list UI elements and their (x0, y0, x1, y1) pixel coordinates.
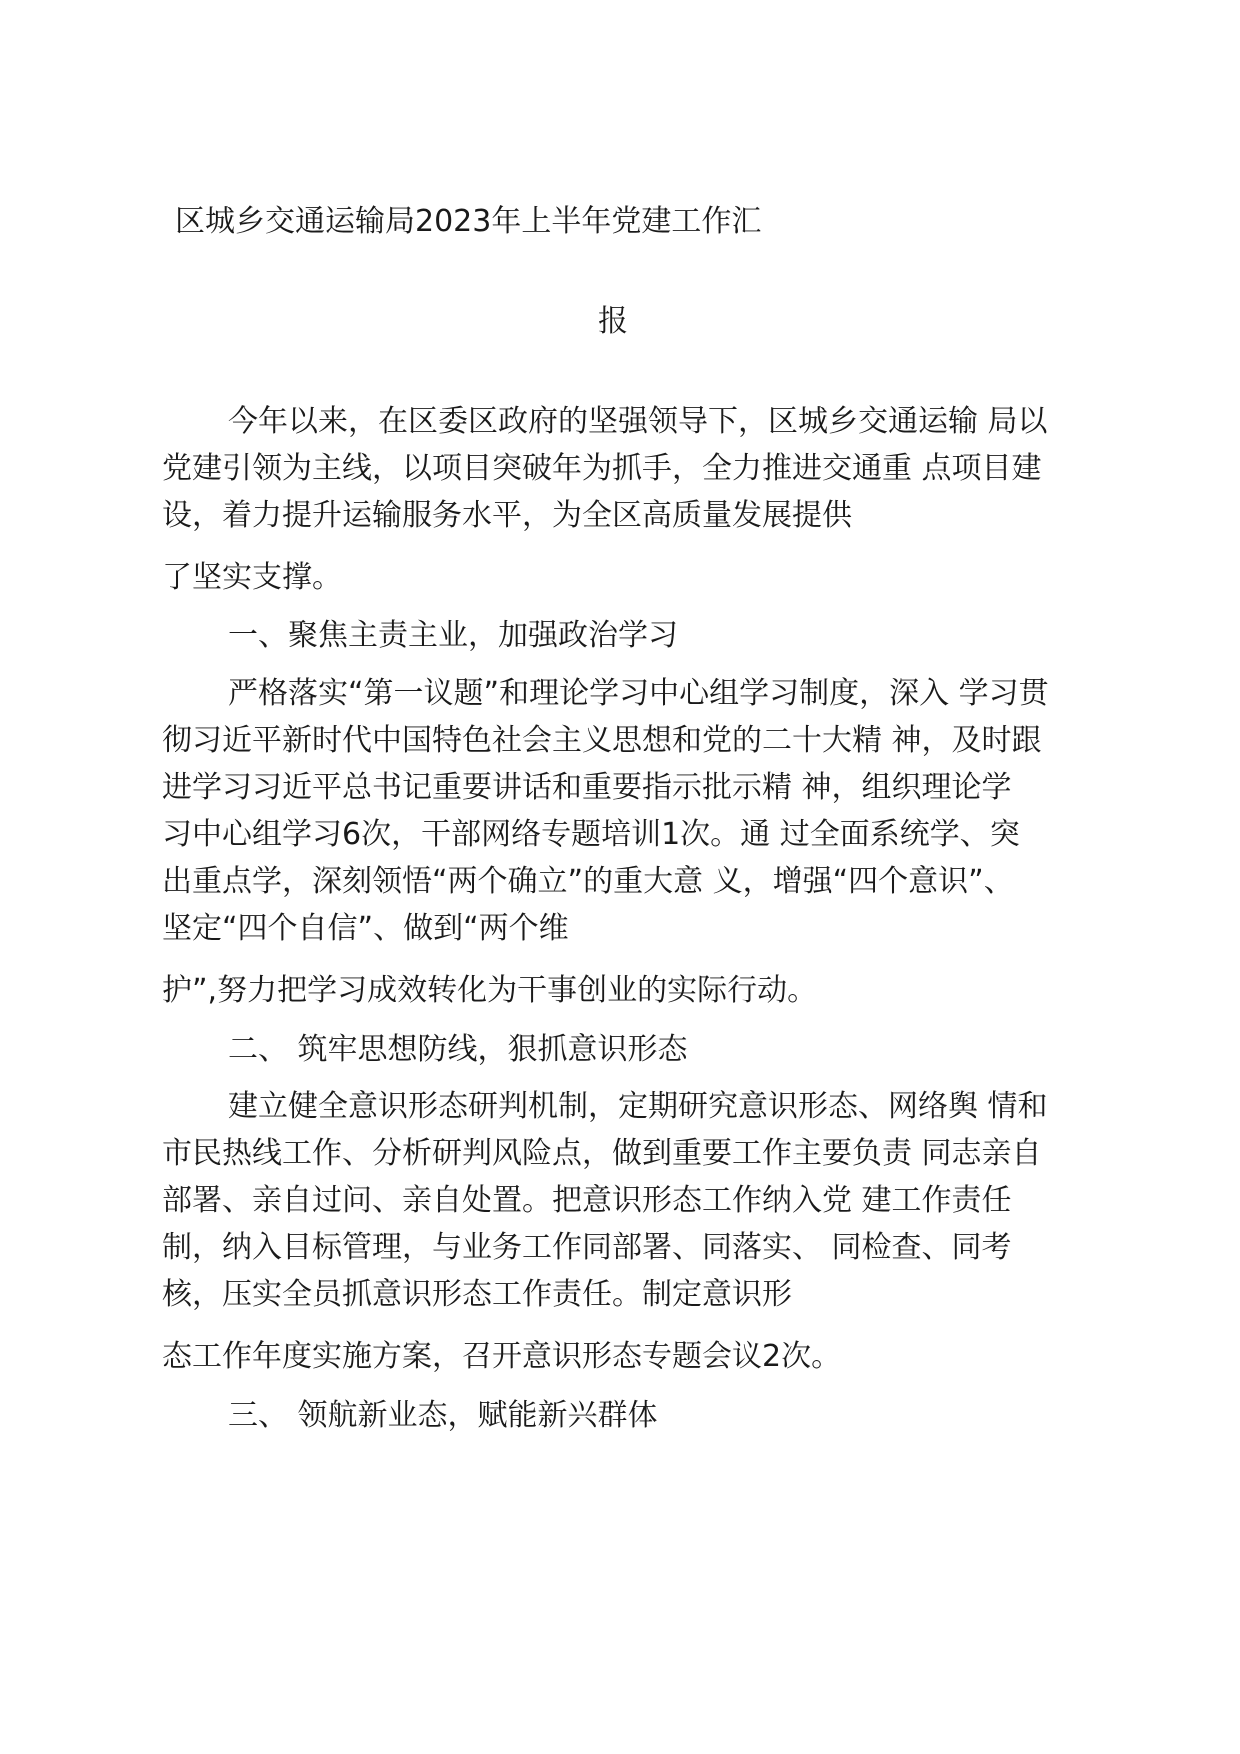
section1-paragraph-line: 护”,努力把学习成效转化为干事创业的实际行动。 (162, 973, 818, 1008)
intro-paragraph-line: 党建引领为主线，以项目突破年为抓手，全力推进交通重 点项目建 (162, 451, 1042, 486)
document-title-continuation: 报 (598, 304, 628, 339)
section1-paragraph-line: 习中心组学习6次，干部网络专题培训1次。通 过全面系统学、突 (162, 817, 1020, 852)
section-heading-3: 三、 领航新业态，赋能新兴群体 (228, 1398, 658, 1433)
document-title: 区城乡交通运输局2023年上半年党建工作汇 (175, 204, 762, 239)
section2-paragraph-line: 态工作年度实施方案，召开意识形态专题会议2次。 (162, 1339, 842, 1374)
intro-paragraph-line: 了坚实支撑。 (162, 560, 342, 595)
section1-paragraph-line: 严格落实“第一议题”和理论学习中心组学习制度，深入 学习贯 (228, 676, 1049, 711)
section1-paragraph-line: 彻习近平新时代中国特色社会主义思想和党的二十大精 神，及时跟 (162, 723, 1042, 758)
section2-paragraph-line: 制，纳入目标管理，与业务工作同部署、同落实、 同检查、同考 (162, 1230, 1012, 1265)
section1-paragraph-line: 坚定“四个自信”、做到“两个维 (162, 911, 569, 946)
section2-paragraph-line: 部署、亲自过问、亲自处置。把意识形态工作纳入党 建工作责任 (162, 1183, 1012, 1218)
intro-paragraph-line: 设，着力提升运输服务水平，为全区高质量发展提供 (162, 498, 852, 533)
section2-paragraph-line: 市民热线工作、分析研判风险点，做到重要工作主要负责 同志亲自 (162, 1136, 1042, 1171)
section2-paragraph-line: 建立健全意识形态研判机制，定期研究意识形态、网络舆 情和 (228, 1089, 1048, 1124)
section1-paragraph-line: 出重点学，深刻领悟“两个确立”的重大意 义，增强“四个意识”、 (162, 864, 1014, 899)
section1-paragraph-line: 进学习习近平总书记重要讲话和重要指示批示精 神，组织理论学 (162, 770, 1012, 805)
section-heading-1: 一、聚焦主责主业，加强政治学习 (228, 618, 678, 653)
intro-paragraph-line: 今年以来，在区委区政府的坚强领导下，区城乡交通运输 局以 (228, 404, 1048, 439)
section-heading-2: 二、 筑牢思想防线，狠抓意识形态 (228, 1032, 688, 1067)
section2-paragraph-line: 核，压实全员抓意识形态工作责任。制定意识形 (162, 1277, 792, 1312)
